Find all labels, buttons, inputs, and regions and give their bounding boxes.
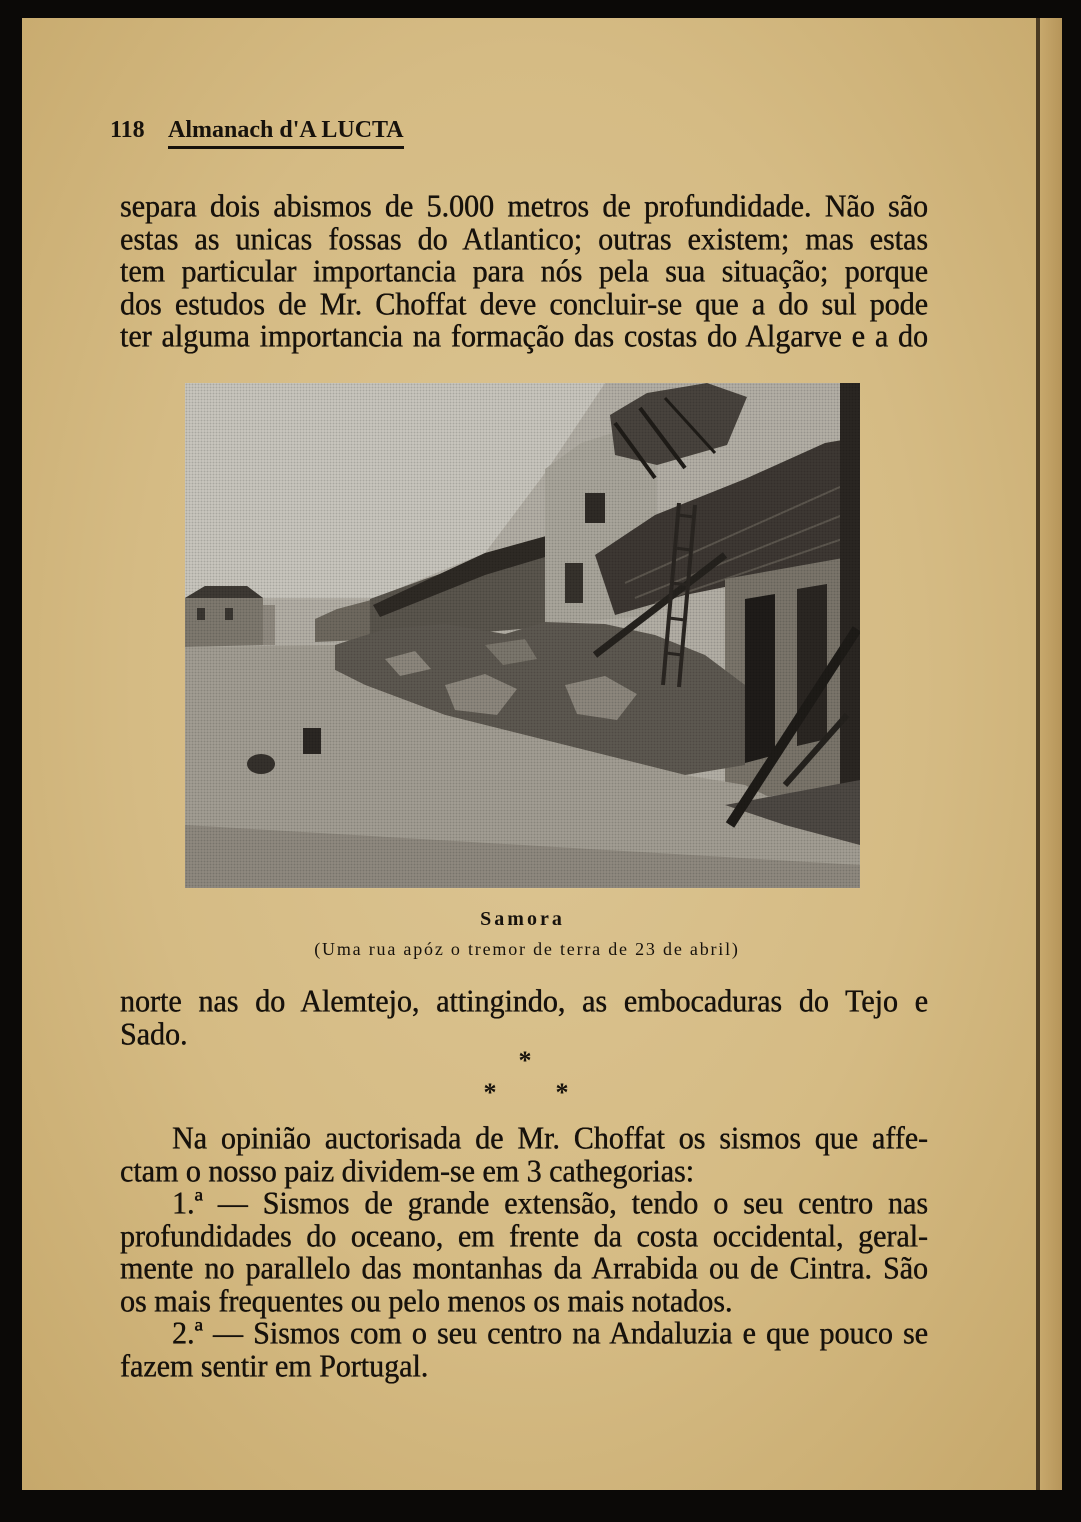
photo-street-after-earthquake — [185, 383, 860, 888]
text-line: os mais frequentes ou pelo menos os mais notados. — [120, 1283, 733, 1319]
figure-caption-title: Samora — [480, 908, 565, 930]
asterism-right: * — [555, 1078, 569, 1107]
paragraph-1 — [120, 190, 928, 353]
text-line: ctam o nosso paiz dividem-se em 3 cathegorias: — [120, 1153, 694, 1189]
text-line: estas as unicas fossas do Atlantico; outras existem; mas estas — [120, 221, 928, 257]
text-line: mente no parallelo das montanhas da Arrabida ou de Cintra. São — [120, 1250, 928, 1286]
text-line: profundidades do oceano, em frente da costa occidental, geral- — [120, 1218, 928, 1254]
page-number: 118 — [110, 117, 145, 143]
text-line: tem particular importancia para nós pela sua situação; porque — [120, 253, 928, 289]
text-line: norte nas do Alemtejo, attingindo, as embocaduras do Tejo e — [120, 983, 928, 1019]
list-item-1: 1.ª — Sismos de grande extensão, tendo o seu centro nas — [172, 1185, 928, 1221]
list-item-2: 2.ª — Sismos com o seu centro na Andaluzia e que pouco se — [172, 1315, 928, 1351]
text-line: fazem sentir em Portugal. — [120, 1348, 429, 1384]
paragraph-2 — [120, 985, 928, 1050]
paragraph-3 — [120, 1122, 928, 1382]
text-line: ter alguma importancia na formação das costas do Algarve e a do — [120, 318, 928, 354]
running-title: Almanach d'A LUCTA — [168, 116, 404, 149]
figure-caption-text: (Uma rua apóz o tremor de terra de 23 de abril) — [314, 939, 740, 959]
adjacent-page-edge — [1040, 18, 1062, 1490]
asterism-left: * — [483, 1078, 497, 1107]
text-line: Sado. — [120, 1016, 188, 1052]
text-line: Na opinião auctorisada de Mr. Choffat os sismos que affe- — [172, 1120, 928, 1156]
text-line: dos estudos de Mr. Choffat deve concluir-se que a do sul pode — [120, 286, 928, 322]
text-line: separa dois abismos de 5.000 metros de profundidade. Não são — [120, 188, 928, 224]
halftone-texture — [185, 383, 860, 888]
asterism-top: * — [518, 1046, 532, 1075]
